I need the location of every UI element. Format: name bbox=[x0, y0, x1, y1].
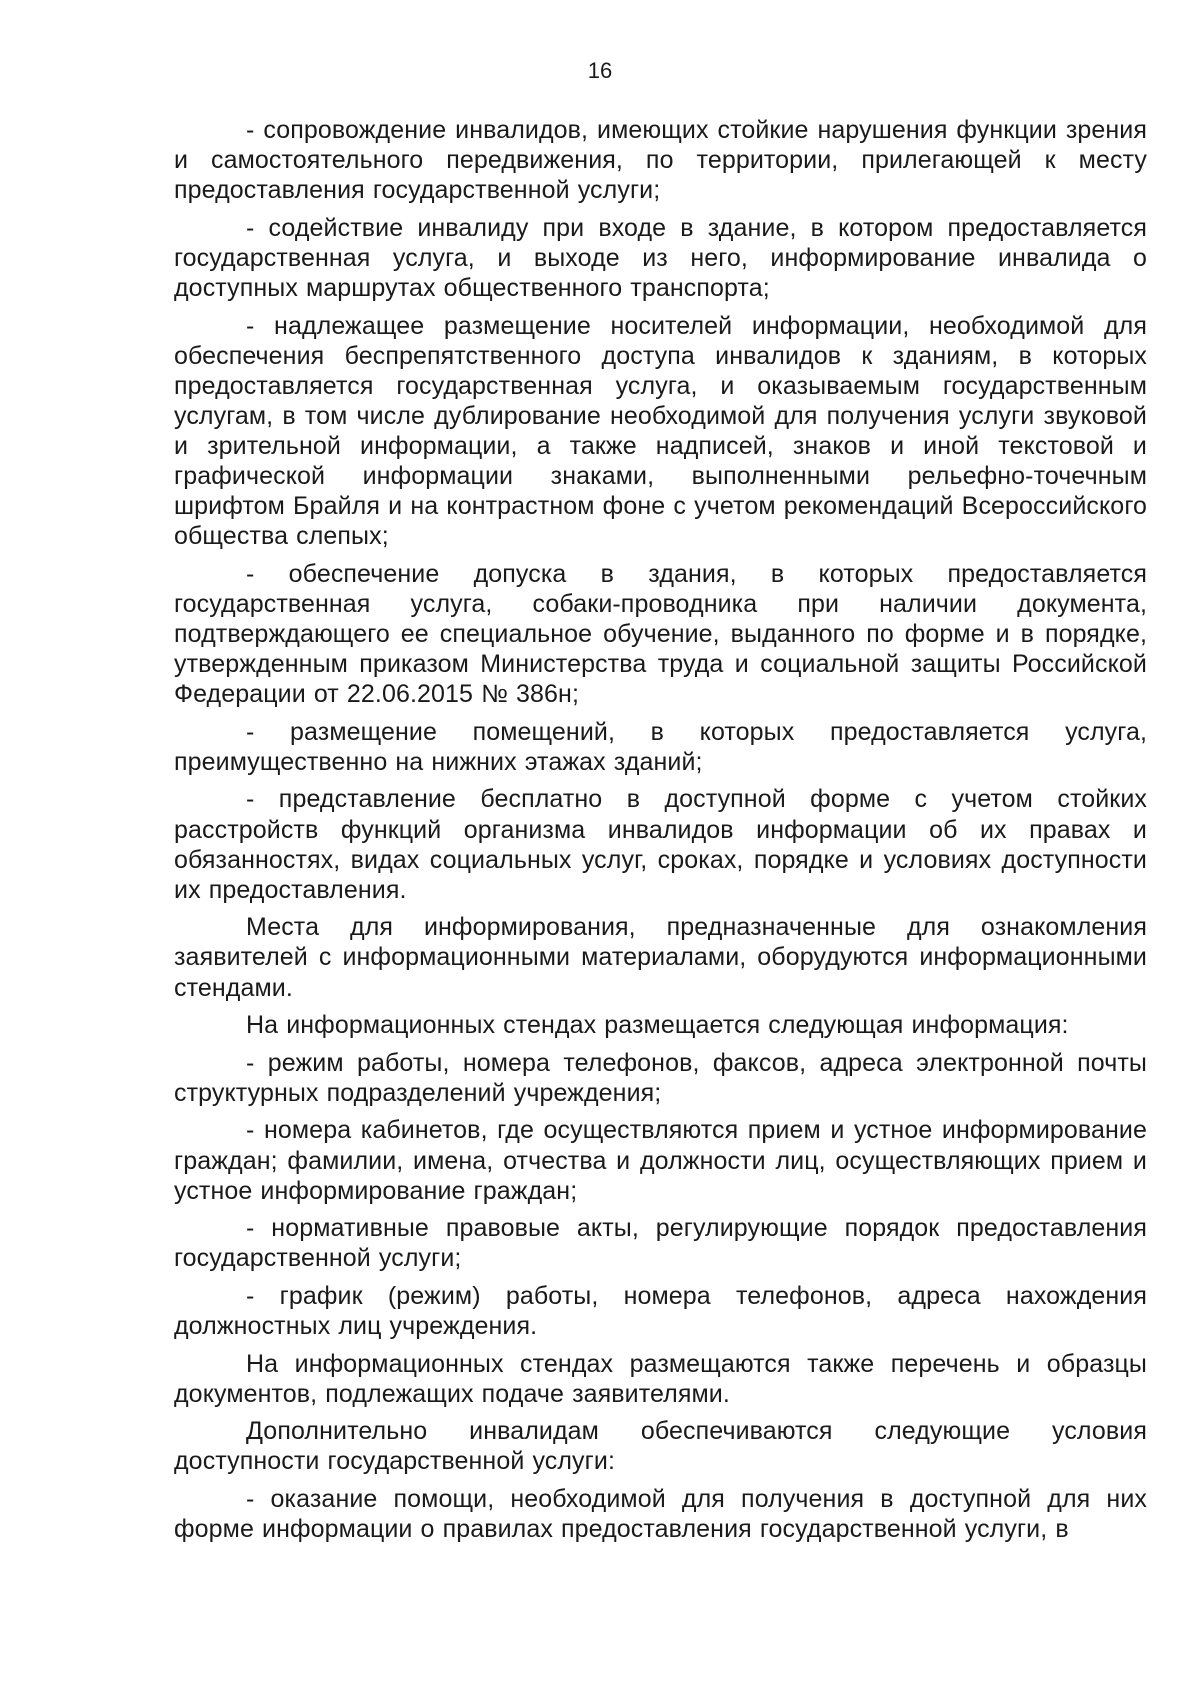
paragraph-document-samples: На информационных стендах размещаются также перечень и образцы документов, подлежащих подаче заявителями. bbox=[174, 1349, 1147, 1408]
paragraph-free-information: - представление бесплатно в доступной форме с учетом стойких расстройств функций организма инвалидов информации об их правах и обязанностях, видах социальных услуг, сроках, порядке и условиях доступности их предоставления. bbox=[174, 785, 1147, 904]
paragraph-additional-conditions: Дополнительно инвалидам обеспечиваются следующие условия доступности государственной услуги: bbox=[174, 1417, 1147, 1476]
paragraph-information-carriers: - надлежащее размещение носителей информации, необходимой для обеспечения беспрепятственного доступа инвалидов к зданиям, в которых предоставляется государственная услуга, и оказываемым государственным услугам, в том числе дублирование необходимой для получения услуги звуковой и зрительной информации, а также надписей, знаков и иной текстовой и графической информации знаками, выполненными рельефно-точечным шрифтом Брайля и на контрастном фоне с учетом рекомендаций Всероссийского общества слепых; bbox=[174, 311, 1147, 551]
paragraph-stands-intro: На информационных стендах размещается следующая информация: bbox=[246, 1011, 1069, 1040]
paragraph-work-schedule: - режим работы, номера телефонов, факсов, адреса электронной почты структурных подразделений учреждения; bbox=[174, 1048, 1147, 1107]
paragraph-assistance-info: - оказание помощи, необходимой для получения в доступной для них форме информации о правилах предоставления государственной услуги, в bbox=[174, 1484, 1147, 1544]
paragraph-legal-acts: - нормативные правовые акты, регулирующие порядок предоставления государственной услуги; bbox=[174, 1214, 1147, 1273]
paragraph-lower-floors: - размещение помещений, в которых предоставляется услуга, преимущественно на нижних этажах зданий; bbox=[174, 717, 1147, 776]
paragraph-escort-disabled: - сопровождение инвалидов, имеющих стойкие нарушения функции зрения и самостоятельного передвижения, по территории, прилегающей к месту предоставления государственной услуги; bbox=[174, 116, 1147, 205]
paragraph-office-numbers: - номера кабинетов, где осуществляются прием и устное информирование граждан; фамилии, имена, отчества и должности лиц, осуществляющих прием и устное информирование граждан; bbox=[174, 1116, 1147, 1205]
paragraph-guide-dog-access: - обеспечение допуска в здания, в которых предоставляется государственная услуга, собаки-проводника при наличии документа, подтверждающего ее специальное обучение, выданного по форме и в порядке, утвержденным приказом Министерства труда и социальной защиты Российской Федерации от 22.06.2015 № 386н; bbox=[174, 559, 1147, 709]
paragraph-entry-assistance: - содействие инвалиду при входе в здание, в котором предоставляется государственная услуга, и выходе из него, информирование инвалида о доступных маршрутах общественного транспорта; bbox=[174, 213, 1147, 302]
paragraph-officials-schedule: - график (режим) работы, номера телефонов, адреса нахождения должностных лиц учреждения. bbox=[174, 1281, 1147, 1340]
paragraph-information-places: Места для информирования, предназначенные для ознакомления заявителей с информационными материалами, оборудуются информационными стендами. bbox=[174, 913, 1147, 1002]
page-number: 16 bbox=[587, 58, 613, 83]
document-body bbox=[174, 115, 1147, 1552]
